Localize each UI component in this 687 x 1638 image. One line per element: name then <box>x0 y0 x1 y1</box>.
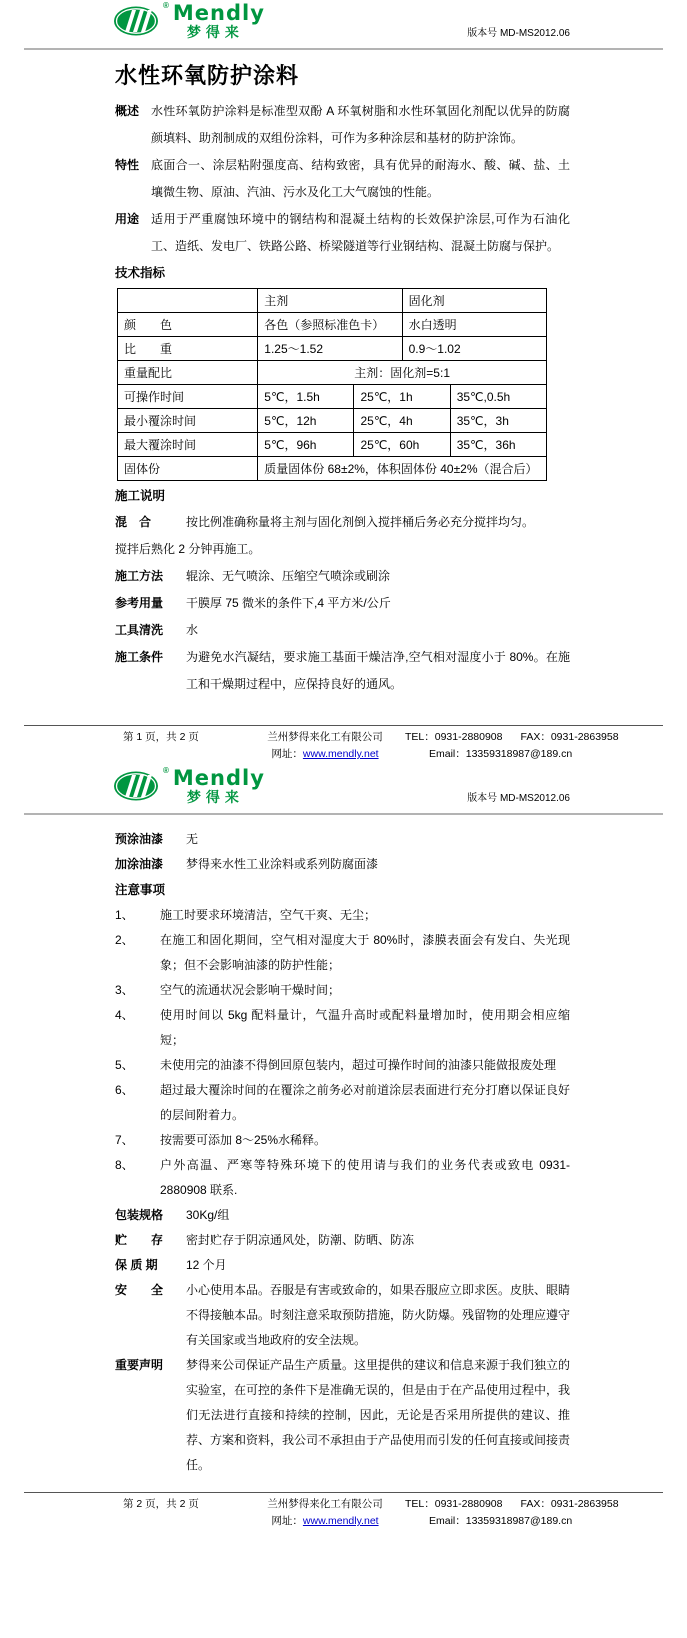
note-text: 户外高温、严寒等特殊环境下的使用请与我们的业务代表或致电 0931-2880908 联系. <box>160 1158 570 1197</box>
page-number: 第 1 页，共 2 页 <box>123 731 199 743</box>
section-safety <box>115 1278 570 1353</box>
min-recoat-35c: 35℃，3h <box>450 409 546 433</box>
page1-content <box>115 59 570 698</box>
note-text: 空气的流通状况会影响干燥时间； <box>160 983 341 997</box>
logo-brand-en: Mendly <box>172 766 265 790</box>
row-label: 重量配比 <box>118 361 258 385</box>
note-text: 未使用完的油漆不得倒回原包装内，超过可操作时间的油漆只能做报废处理 <box>160 1058 557 1072</box>
footer-rule <box>24 1492 663 1493</box>
tel-number: TEL：0931-2880908 <box>405 1498 503 1510</box>
mix-label: 混 合 <box>115 515 152 529</box>
table-row-ratio <box>118 361 547 385</box>
section-statement <box>115 1353 570 1478</box>
mendly-logo-icon <box>113 768 165 804</box>
method-text: 辊涂、无气喷涂、压缩空气喷涂或刷涂 <box>186 569 391 583</box>
header-rule <box>24 813 663 815</box>
logo-wordmark <box>173 3 265 39</box>
table-corner-cell <box>118 289 258 313</box>
email-address: Email：13359318987@189.cn <box>429 748 573 760</box>
shelf-life-text: 12 个月 <box>186 1258 227 1272</box>
section-topcoat <box>115 852 570 877</box>
packing-label: 包装规格 <box>115 1208 164 1222</box>
pot-life-35c: 35℃,0.5h <box>450 385 546 409</box>
section-precoat <box>115 827 570 852</box>
page2-content <box>115 827 570 1478</box>
dosage-label: 参考用量 <box>115 596 164 610</box>
page-1 <box>0 0 687 765</box>
col-header-main-agent: 主剂 <box>258 289 402 313</box>
footer-company-block <box>261 1496 389 1530</box>
dosage-text: 干膜厚 75 微米的条件下,4 平方米/公斤 <box>186 596 391 610</box>
fax-number: FAX：0931-2863958 <box>520 731 619 743</box>
col-header-hardener: 固化剂 <box>402 289 546 313</box>
row-label: 固体份 <box>118 457 258 481</box>
table-row-pot-life <box>118 385 547 409</box>
method-label: 施工方法 <box>115 569 164 583</box>
safety-label: 安 全 <box>115 1283 164 1297</box>
email-address: Email：13359318987@189.cn <box>429 1515 573 1527</box>
usage-label: 用途 <box>115 212 140 226</box>
note-item-1 <box>115 903 570 928</box>
note-number: 3、 <box>115 983 134 997</box>
note-item-3 <box>115 978 570 1003</box>
row-label: 颜 色 <box>118 313 258 337</box>
note-item-5 <box>115 1053 570 1078</box>
table-row-header <box>118 289 547 313</box>
max-recoat-25c: 25℃，60h <box>354 433 450 457</box>
logo-wordmark <box>173 768 265 804</box>
note-number: 7、 <box>115 1133 134 1147</box>
note-item-4 <box>115 1003 570 1053</box>
overview-label: 概述 <box>115 104 140 118</box>
max-recoat-5c: 5℃，96h <box>258 433 354 457</box>
shelf-life-label: 保 质 期 <box>115 1258 158 1272</box>
section-storage <box>115 1228 570 1253</box>
precoat-label: 预涂油漆 <box>115 832 164 846</box>
storage-label: 贮 存 <box>115 1233 164 1247</box>
note-text: 使用时间以 5kg 配料量计，气温升高时或配料量增加时，使用期会相应缩短； <box>160 1008 570 1047</box>
row-label: 最大覆涂时间 <box>118 433 258 457</box>
mendly-logo-icon <box>113 3 165 39</box>
table-row-color <box>118 313 547 337</box>
storage-text: 密封贮存于阴凉通风处，防潮、防晒、防冻 <box>186 1233 415 1247</box>
note-item-6 <box>115 1078 570 1128</box>
section-dosage <box>115 590 570 617</box>
table-row-min-recoat <box>118 409 547 433</box>
section-mix <box>115 509 570 536</box>
website-label: 网址： <box>271 1515 303 1527</box>
overview-text: 水性环氧防护涂料是标准型双酚 A 环氧树脂和水性环氧固化剂配以优异的防腐颜填料、助剂制成的双组份涂料，可作为多种涂层和基材的防护涂饰。 <box>151 104 570 145</box>
table-row-max-recoat <box>118 433 547 457</box>
footer-rule <box>24 725 663 726</box>
website-link[interactable]: www.mendly.net <box>302 748 379 760</box>
footer-contact-block <box>405 1496 619 1530</box>
tel-number: TEL：0931-2880908 <box>405 731 503 743</box>
cleaning-label: 工具清洗 <box>115 623 164 637</box>
min-recoat-25c: 25℃，4h <box>354 409 450 433</box>
page2-footer <box>0 1492 687 1530</box>
company-name: 兰州梦得来化工有限公司 <box>267 1498 383 1510</box>
section-packing <box>115 1203 570 1228</box>
features-label: 特性 <box>115 158 140 172</box>
note-item-2 <box>115 928 570 978</box>
note-number: 2、 <box>115 933 134 947</box>
safety-text: 小心使用本品。吞服是有害或致命的，如果吞服应立即求医。皮肤、眼睛不得接触本品。时刻注意采取预防措施，防火防爆。残留物的处理应遵守有关国家或当地政府的安全法规。 <box>186 1283 571 1347</box>
footer-contact-block <box>405 729 619 763</box>
row-label: 最小覆涂时间 <box>118 409 258 433</box>
logo-brand-cn: 梦得来 <box>186 789 244 805</box>
registered-mark: ® <box>163 1 169 10</box>
website-link[interactable]: www.mendly.net <box>302 1515 379 1527</box>
construction-heading: 施工说明 <box>115 489 166 503</box>
note-number: 8、 <box>115 1158 134 1172</box>
note-item-8 <box>115 1153 570 1203</box>
section-cleaning <box>115 617 570 644</box>
min-recoat-5c: 5℃，12h <box>258 409 354 433</box>
solids-value: 质量固体份 68±2%，体积固体份 40±2%（混合后） <box>258 457 547 481</box>
tech-specs-heading: 技术指标 <box>115 266 166 280</box>
mix-text: 按比例准确称量将主剂与固化剂倒入搅拌桶后务必充分搅拌均匀。 <box>186 515 535 529</box>
cleaning-text: 水 <box>186 623 199 637</box>
section-method <box>115 563 570 590</box>
note-number: 4、 <box>115 1008 134 1022</box>
precoat-text: 无 <box>186 832 199 846</box>
company-logo <box>113 768 265 804</box>
features-text: 底面合一、涂层粘附强度高、结构致密，具有优异的耐海水、酸、碱、盐、土壤微生物、原油、汽油、污水及化工大气腐蚀的性能。 <box>151 158 570 199</box>
section-shelf-life <box>115 1253 570 1278</box>
tech-specs-table <box>117 288 547 481</box>
note-item-7 <box>115 1128 570 1153</box>
section-overview <box>115 98 570 152</box>
mix-note-text: 搅拌后熟化 2 分钟再施工。 <box>115 542 261 556</box>
company-name: 兰州梦得来化工有限公司 <box>267 731 383 743</box>
max-recoat-35c: 35℃，36h <box>450 433 546 457</box>
fax-number: FAX：0931-2863958 <box>520 1498 619 1510</box>
logo-brand-cn: 梦得来 <box>186 24 244 40</box>
gravity-main-value: 1.25～1.52 <box>258 337 402 361</box>
row-label: 可操作时间 <box>118 385 258 409</box>
section-condition <box>115 644 570 698</box>
page-2 <box>0 765 687 1638</box>
note-text: 施工时要求环境清洁，空气干爽、无尘； <box>160 908 377 922</box>
version-number: 版本号 MD-MS2012.06 <box>467 28 570 39</box>
header-rule <box>24 48 663 50</box>
ratio-value: 主剂：固化剂=5:1 <box>258 361 547 385</box>
note-text: 超过最大覆涂时间的在覆涂之前务必对前道涂层表面进行充分打磨以保证良好的层间附着力。 <box>160 1083 570 1122</box>
note-number: 6、 <box>115 1083 134 1097</box>
note-text: 按需要可添加 8～25%水稀释。 <box>160 1133 327 1147</box>
note-text: 在施工和固化期间，空气相对湿度大于 80%时，漆膜表面会有发白、失光现象；但不会影响油漆的防护性能； <box>160 933 570 972</box>
product-title: 水性环氧防护涂料 <box>115 63 300 88</box>
note-number: 1、 <box>115 908 134 922</box>
row-label: 比 重 <box>118 337 258 361</box>
website-line <box>261 1513 389 1530</box>
page1-header <box>0 0 687 48</box>
notes-heading: 注意事项 <box>115 883 166 897</box>
version-number: 版本号 MD-MS2012.06 <box>467 793 570 804</box>
color-hardener-value: 水白透明 <box>402 313 546 337</box>
table-row-solids <box>118 457 547 481</box>
website-line <box>261 746 389 763</box>
page-number: 第 2 页，共 2 页 <box>123 1498 199 1510</box>
company-logo <box>113 3 265 39</box>
usage-text: 适用于严重腐蚀环境中的钢结构和混凝土结构的长效保护涂层,可作为石油化工、造纸、发电厂、铁路公路、桥梁隧道等行业钢结构、混凝土防腐与保护。 <box>151 212 570 253</box>
pot-life-25c: 25℃，1h <box>354 385 450 409</box>
registered-mark: ® <box>163 766 169 775</box>
statement-label: 重要声明 <box>115 1358 164 1372</box>
footer-company-block <box>261 729 389 763</box>
packing-text: 30Kg/组 <box>186 1208 230 1222</box>
section-usage <box>115 206 570 260</box>
website-label: 网址： <box>271 748 303 760</box>
condition-label: 施工条件 <box>115 650 164 664</box>
page2-header <box>0 765 687 813</box>
note-number: 5、 <box>115 1058 134 1072</box>
pot-life-5c: 5℃，1.5h <box>258 385 354 409</box>
color-main-value: 各色（参照标准色卡） <box>258 313 402 337</box>
page1-footer <box>0 725 687 763</box>
table-row-gravity <box>118 337 547 361</box>
condition-text: 为避免水汽凝结，要求施工基面干燥洁净,空气相对湿度小于 80%。在施工和干燥期过程中，应保持良好的通风。 <box>186 650 570 691</box>
logo-brand-en: Mendly <box>172 1 265 25</box>
section-features <box>115 152 570 206</box>
topcoat-text: 梦得来水性工业涂料或系列防腐面漆 <box>186 857 379 871</box>
statement-text: 梦得来公司保证产品生产质量。这里提供的建议和信息来源于我们独立的实验室，在可控的条件下是准确无误的，但是由于在产品使用过程中，我们无法进行直接和持续的控制，因此，无论是否采用所提供的建议、推荐、方案和资料，我公司不承担由于产品使用而引发的任何直接或间接责任。 <box>186 1358 571 1472</box>
topcoat-label: 加涂油漆 <box>115 857 164 871</box>
gravity-hardener-value: 0.9～1.02 <box>402 337 546 361</box>
